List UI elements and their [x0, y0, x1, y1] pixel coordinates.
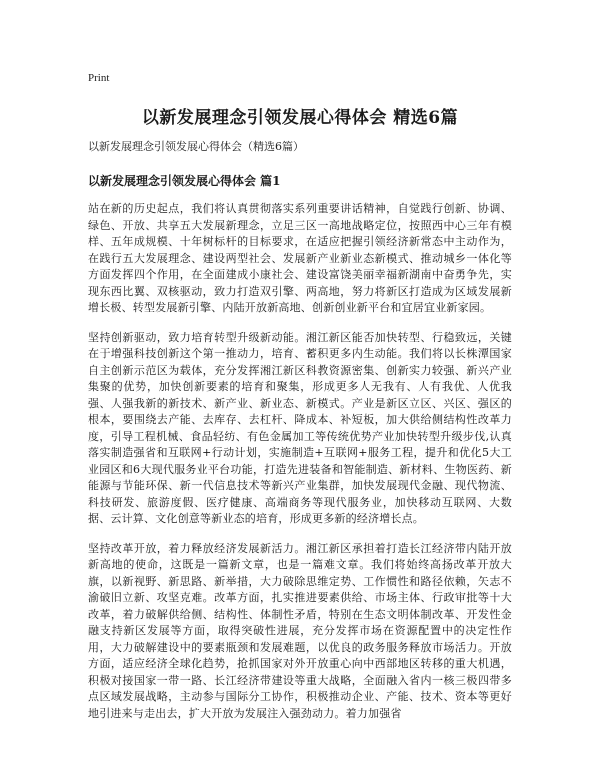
paragraph: 站在新的历史起点，我们将认真贯彻落实系列重要讲话精神，自觉践行创新、协调、绿色、开放、共享五大发展新理念，立足三区一高地战略定位，按照西中心三年有模样、五年成规模、十年树标杆的目标要求，在适应把握引领经济新常态中主动作为，在践行五大发展理念、建设两型社会、发展新产业新业态新模式、推动城乡一体化等方面发挥四个作用，在全面建成小康社会、建设富饶美丽幸福新湖南中奋勇争先，实现东西比翼、双核驱动，致力打造双引擎、两高地，努力将新区打造成为区域发展新增长极、转型发展新引擎、内陆开放新高地、创新创业新平台和宜居宜业新家园。: [88, 202, 512, 314]
paragraph: 坚持创新驱动，致力培育转型升级新动能。湘江新区能否加快转型、行稳致远，关键在于增强科技创新这个第一推动力，培育、蓄积更多内生动能。我们将以长株潭国家自主创新示范区为载体，充分发挥湘江新区科教资源密集、创新实力较强、新兴产业集聚的优势，加快创新要素的培育和聚集，形成更多人无我有、人有我优、人优我强、人强我新的新技术、新产业、新业态、新模式。产业是新区立区、兴区、强区的根本，要围绕去产能、去库存、去杠杆、降成本、补短板，加大供给侧结构性改革力度，引导工程机械、食品轻纺、有色金属加工等传统优势产业加快转型升级步伐,认真落实制造强省和互联网+行动计划，实施制造+互联网+服务工程，提升和优化5大工业园区和6大现代服务业平台功能，打造先进装备和智能制造、新材料、生物医药、新能源与节能环保、新一代信息技术等新兴产业集群，加快发展现代金融、现代物流、科技研发、旅游度假、医疗健康、高端商务等现代服务业，加快移动互联网、大数据、云计算、文化创意等新业态的培育，形成更多新的经济增长点。: [88, 330, 512, 525]
print-link[interactable]: Print: [88, 72, 110, 84]
page-title: 以新发展理念引领发展心得体会 精选6篇: [141, 108, 459, 128]
paragraph: 坚持改革开放，着力释放经济发展新活力。湘江新区承担着打造长江经济带内陆开放新高地的使命，这既是一篇新文章，也是一篇难文章。我们将始终高扬改革开放大旗，以新视野、新思路、新举措，大力破除思维定势、工作惯性和路径依赖，矢志不渝破旧立新、攻坚克难。改革方面，扎实推进要素供给、市场主体、行政审批等十大改革，着力破解供给侧、结构性、体制性矛盾，特别在生态文明体制改革、开发性金融支持新区发展等方面，取得突破性进展，充分发挥市场在资源配置中的决定性作用，大力破解建设中的要素瓶颈和发展难题，以优良的政务服务释放市场活力。开放方面，适应经济全球化趋势，抢抓国家对外开放重心向中西部地区转移的重大机遇，积极对接国家一带一路、长江经济带建设等重大战略，全面融入省内一核三极四带多点区域发展战略，主动参与国际分工协作，积极推动企业、产能、技术、资本等更好地引进来与走出去，扩大开放为发展注入强劲动力。着力加强省: [88, 541, 512, 720]
page-subtitle: 以新发展理念引领发展心得体会（精选6篇）: [88, 140, 304, 153]
section-heading: 以新发展理念引领发展心得体会 篇1: [88, 174, 281, 188]
document-page: [88, 72, 512, 735]
